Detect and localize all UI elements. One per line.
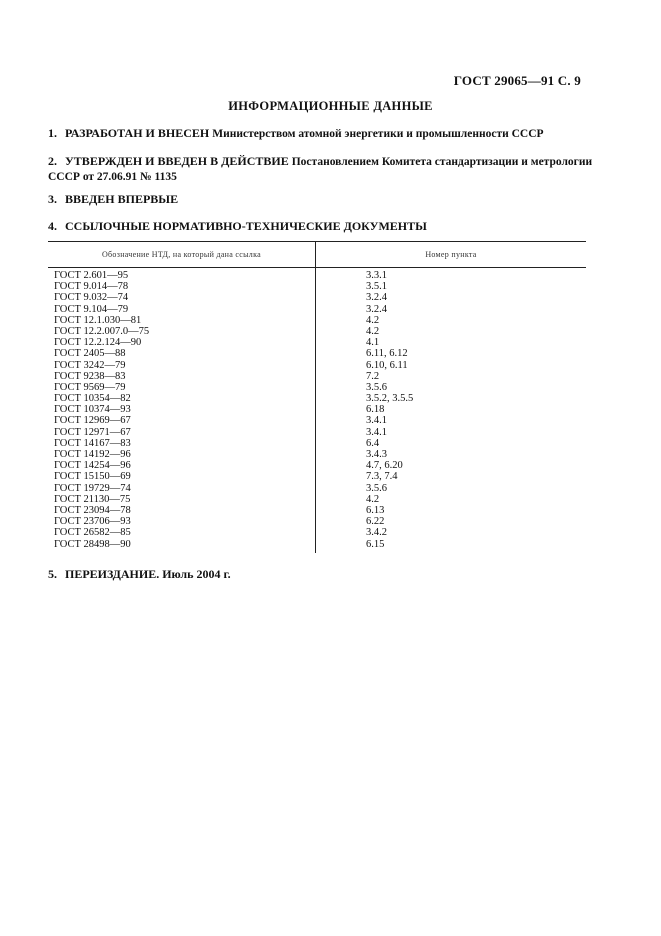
section-3: [48, 192, 593, 206]
section-heading: РАЗРАБОТАН И ВНЕСЕН: [65, 126, 210, 140]
table-row: [48, 326, 586, 337]
table-row: [48, 415, 586, 426]
table-row: [48, 348, 586, 359]
table-row: [48, 292, 586, 303]
cell-document: ГОСТ 23706—93: [54, 516, 131, 528]
section-text: Постановлением Комитета стандартизации и метрологии: [291, 156, 593, 168]
table-row: [48, 304, 586, 315]
cell-clause: 4.7, 6.20: [366, 460, 403, 472]
table-row: [48, 404, 586, 415]
cell-document: ГОСТ 3242—79: [54, 359, 126, 371]
cell-clause: 3.5.1: [366, 281, 387, 293]
table-header-rule: [48, 267, 586, 268]
cell-clause: 3.5.2, 3.5.5: [366, 393, 414, 405]
cell-document: ГОСТ 15150—69: [54, 471, 131, 483]
table-row: [48, 471, 586, 482]
cell-clause: 3.5.6: [366, 482, 387, 494]
cell-document: ГОСТ 12969—67: [54, 415, 131, 427]
table-row: [48, 483, 586, 494]
cell-clause: 3.2.4: [366, 292, 387, 304]
table-row: [48, 337, 586, 348]
section-number: 3.: [48, 192, 57, 206]
section-1: [48, 126, 593, 141]
cell-document: ГОСТ 26582—85: [54, 527, 131, 539]
section-text: Министерством атомной энергетики и промышленности СССР: [212, 128, 544, 140]
cell-document: ГОСТ 10374—93: [54, 404, 131, 416]
table-row: [48, 438, 586, 449]
cell-clause: 3.2.4: [366, 303, 387, 315]
cell-clause: 4.2: [366, 493, 380, 505]
cell-document: ГОСТ 14167—83: [54, 437, 131, 449]
cell-document: ГОСТ 9238—83: [54, 370, 126, 382]
cell-document: ГОСТ 10354—82: [54, 393, 131, 405]
page-title: ИНФОРМАЦИОННЫЕ ДАННЫЕ: [228, 99, 433, 113]
table-row: [48, 460, 586, 471]
table-row: [48, 527, 586, 538]
cell-document: ГОСТ 14192—96: [54, 449, 131, 460]
cell-document: ГОСТ 12.1.030—81: [54, 314, 142, 326]
cell-clause: 6.13: [366, 504, 385, 516]
cell-clause: 4.1: [366, 337, 380, 349]
cell-document: ГОСТ 21130—75: [54, 493, 131, 505]
section-heading: ПЕРЕИЗДАНИЕ. Июль 2004 г.: [65, 567, 231, 581]
cell-document: ГОСТ 2405—88: [54, 348, 126, 360]
reference-documents-table: [48, 241, 586, 553]
section-4: [48, 219, 593, 233]
cell-clause: 4.2: [366, 325, 380, 337]
cell-clause: 6.18: [366, 404, 385, 416]
cell-document: ГОСТ 12.2.124—90: [54, 337, 142, 349]
cell-document: ГОСТ 2.601—95: [54, 270, 129, 281]
table-row: [48, 393, 586, 404]
cell-clause: 3.3.1: [366, 270, 387, 281]
table-row: [48, 505, 586, 516]
cell-clause: 3.5.6: [366, 381, 387, 393]
cell-document: ГОСТ 28498—90: [54, 538, 131, 550]
document-reference: ГОСТ 29065—91 С. 9: [453, 73, 581, 88]
section-2: [48, 154, 593, 184]
cell-clause: 7.3, 7.4: [366, 471, 398, 483]
table-row: [48, 449, 586, 460]
cell-clause: 3.4.2: [366, 527, 387, 539]
cell-document: ГОСТ 14254—96: [54, 460, 131, 472]
cell-document: ГОСТ 12971—67: [54, 426, 131, 438]
cell-document: ГОСТ 19729—74: [54, 482, 131, 494]
section-number: 2.: [48, 154, 57, 168]
table-row: [48, 281, 586, 292]
table-row: [48, 427, 586, 438]
cell-document: ГОСТ 9.014—78: [54, 281, 129, 293]
cell-clause: 4.2: [366, 314, 380, 326]
cell-clause: 6.15: [366, 538, 385, 550]
cell-document: ГОСТ 9569—79: [54, 381, 126, 393]
section-number: 4.: [48, 219, 57, 233]
section-number: 1.: [48, 126, 57, 140]
section-heading: УТВЕРЖДЕН И ВВЕДЕН В ДЕЙСТВИЕ: [65, 154, 289, 168]
table-row: [48, 371, 586, 382]
table-row: [48, 494, 586, 505]
section-text-line2: СССР от 27.06.91 № 1135: [48, 171, 177, 183]
section-number: 5.: [48, 567, 57, 581]
cell-document: ГОСТ 9.032—74: [54, 292, 129, 304]
table-row: [48, 516, 586, 527]
cell-clause: 6.10, 6.11: [366, 359, 408, 371]
section-heading: ССЫЛОЧНЫЕ НОРМАТИВНО-ТЕХНИЧЕСКИЕ ДОКУМЕНТЫ: [65, 219, 427, 233]
cell-document: ГОСТ 23094—78: [54, 504, 131, 516]
cell-document: ГОСТ 12.2.007.0—75: [54, 325, 150, 337]
table-row: [48, 382, 586, 393]
table-top-rule: [48, 241, 586, 242]
table-row: [48, 315, 586, 326]
table-body: [48, 270, 586, 550]
cell-clause: 6.4: [366, 437, 380, 449]
cell-clause: 3.4.1: [366, 415, 387, 427]
table-row: [48, 360, 586, 371]
table-row: [48, 270, 586, 281]
column-header-clause: Номер пункта: [425, 250, 477, 259]
cell-clause: 3.4.3: [366, 449, 387, 460]
column-header-document: Обозначение НТД, на который дана ссылка: [101, 250, 262, 259]
cell-clause: 6.22: [366, 516, 385, 528]
table-row: [48, 539, 586, 550]
cell-document: ГОСТ 9.104—79: [54, 303, 129, 315]
cell-clause: 3.4.1: [366, 426, 387, 438]
cell-clause: 6.11, 6.12: [366, 348, 408, 360]
section-5: [48, 567, 593, 581]
cell-clause: 7.2: [366, 370, 380, 382]
section-heading: ВВЕДЕН ВПЕРВЫЕ: [65, 192, 179, 206]
